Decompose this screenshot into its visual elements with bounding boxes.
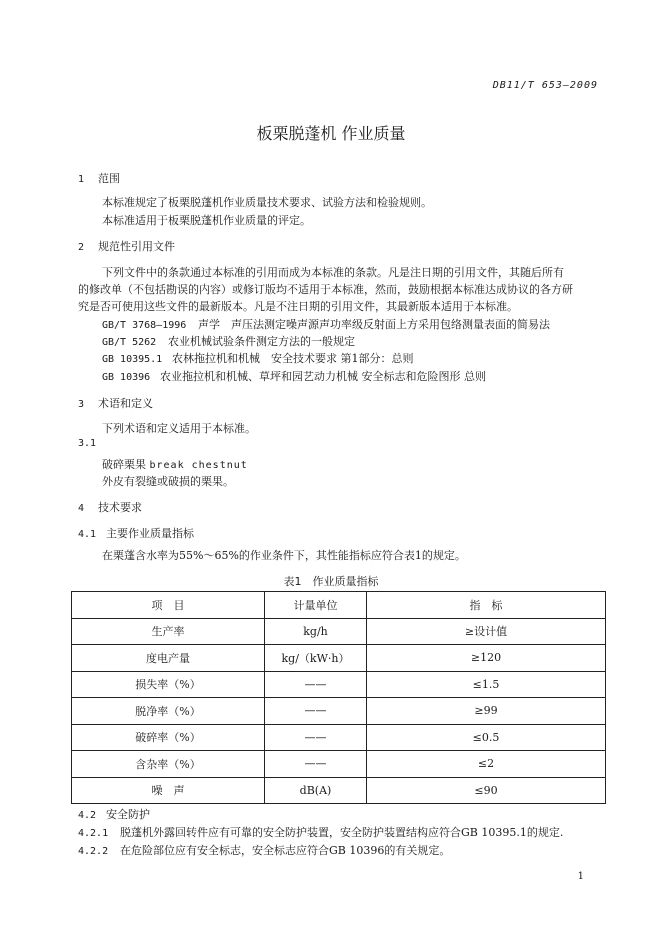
section-title: 安全防护 xyxy=(106,808,150,821)
table-cell: 生产率 xyxy=(72,618,265,645)
clause-item xyxy=(78,824,563,840)
reference-item xyxy=(102,316,550,332)
table-row xyxy=(72,698,606,725)
section-1-heading xyxy=(78,170,120,186)
section-number: 2 xyxy=(78,242,85,253)
table-header-cell: 计量单位 xyxy=(265,592,367,619)
table-cell: 含杂率（%） xyxy=(72,751,265,778)
table-cell: dB(A) xyxy=(265,777,367,804)
table-cell: ≥99 xyxy=(367,698,606,725)
table-caption: 表1 作业质量指标 xyxy=(283,575,379,588)
table-row xyxy=(72,777,606,804)
reference-item xyxy=(102,350,414,366)
table-cell: —— xyxy=(265,671,367,698)
paragraph: 本标准适用于板栗脱蓬机作业质量的评定。 xyxy=(102,214,311,227)
term-definition: 外皮有裂缝或破损的栗果。 xyxy=(102,475,234,488)
table-row xyxy=(72,671,606,698)
clause-text: 脱蓬机外露回转件应有可靠的安全防护装置，安全防护装置结构应符合GB 10395.1的规定. xyxy=(120,826,564,839)
section-title: 规范性引用文件 xyxy=(98,240,175,253)
table-row xyxy=(72,645,606,672)
term-name xyxy=(102,456,248,472)
section-title: 术语和定义 xyxy=(98,397,153,410)
table-cell: —— xyxy=(265,751,367,778)
paragraph: 下列术语和定义适用于本标准。 xyxy=(102,422,256,435)
table-cell: 破碎率（%） xyxy=(72,724,265,751)
table-cell: ≤0.5 xyxy=(367,724,606,751)
subsection-4-1-heading xyxy=(78,525,194,541)
paragraph: 在栗蓬含水率为55%～65%的作业条件下，其性能指标应符合表1的规定。 xyxy=(102,549,466,562)
table-cell: 损失率（%） xyxy=(72,671,265,698)
section-number: 4.1 xyxy=(78,529,97,540)
clause-text: 在危险部位应有安全标志，安全标志应符合GB 10396的有关规定。 xyxy=(120,844,451,857)
table-cell: 度电产量 xyxy=(72,645,265,672)
table-header-cell: 指 标 xyxy=(367,592,606,619)
paragraph: 的修改单（不包括勘误的内容）或修订版均不适用于本标准，然而，鼓励根据本标准达成协议的各方研 xyxy=(78,283,573,296)
reference-item xyxy=(102,368,486,384)
clause-item xyxy=(78,842,450,858)
reference-title: 农林拖拉机和机械 安全技术要求 第1部分：总则 xyxy=(172,352,414,365)
table-cell: —— xyxy=(265,698,367,725)
section-number: 4 xyxy=(78,503,85,514)
document-title: 板栗脱蓬机 作业质量 xyxy=(256,124,406,143)
table-cell: kg/（kW·h） xyxy=(265,645,367,672)
table-cell: ≥设计值 xyxy=(367,618,606,645)
clause-number: 4.2.2 xyxy=(78,846,109,857)
section-number: 1 xyxy=(78,174,85,185)
reference-code: GB/T 5262 xyxy=(102,337,157,348)
table-cell: —— xyxy=(265,724,367,751)
section-4-heading xyxy=(78,499,142,515)
section-title: 范围 xyxy=(98,172,120,185)
paragraph: 本标准规定了板栗脱蓬机作业质量技术要求、试验方法和检验规则。 xyxy=(102,196,432,209)
reference-item xyxy=(102,333,355,349)
paragraph: 下列文件中的条款通过本标准的引用而成为本标准的条款。凡是注日期的引用文件，其随后所有 xyxy=(102,266,564,279)
paragraph: 究是否可使用这些文件的最新版本。凡是不注日期的引用文件，其最新版本适用于本标准。 xyxy=(78,300,518,313)
table-cell: ≤2 xyxy=(367,751,606,778)
term-chinese: 破碎栗果 xyxy=(102,458,146,471)
reference-title: 声学 声压法测定噪声源声功率级反射面上方采用包络测量表面的简易法 xyxy=(198,318,550,331)
section-title: 技术要求 xyxy=(98,501,142,514)
section-3-heading xyxy=(78,395,153,411)
reference-code: GB 10395.1 xyxy=(102,354,163,365)
table-header-cell: 项 目 xyxy=(72,592,265,619)
table-cell: ≤90 xyxy=(367,777,606,804)
subsection-4-2-heading xyxy=(78,806,150,822)
document-code: DB11/T 653—2009 xyxy=(492,80,598,91)
section-2-heading xyxy=(78,238,175,254)
reference-code: GB 10396 xyxy=(102,372,151,383)
table-cell: kg/h xyxy=(265,618,367,645)
table-row xyxy=(72,618,606,645)
reference-code: GB/T 3768—1996 xyxy=(102,320,187,331)
page-number: 1 xyxy=(577,871,584,882)
table-cell: ≤1.5 xyxy=(367,671,606,698)
table-cell: 噪 声 xyxy=(72,777,265,804)
section-number: 4.2 xyxy=(78,810,97,821)
section-title: 主要作业质量指标 xyxy=(106,527,194,540)
table-header-row xyxy=(72,592,606,619)
term-english: break chestnut xyxy=(149,460,248,471)
table-row xyxy=(72,751,606,778)
table-cell: ≥120 xyxy=(367,645,606,672)
quality-indicator-table xyxy=(71,591,606,804)
reference-title: 农业拖拉机和机械、草坪和园艺动力机械 安全标志和危险图形 总则 xyxy=(160,370,486,383)
table-cell: 脱净率（%） xyxy=(72,698,265,725)
reference-title: 农业机械试验条件测定方法的一般规定 xyxy=(168,335,355,348)
term-number: 3.1 xyxy=(78,438,97,449)
clause-number: 4.2.1 xyxy=(78,828,109,839)
section-number: 3 xyxy=(78,399,85,410)
table-row xyxy=(72,724,606,751)
